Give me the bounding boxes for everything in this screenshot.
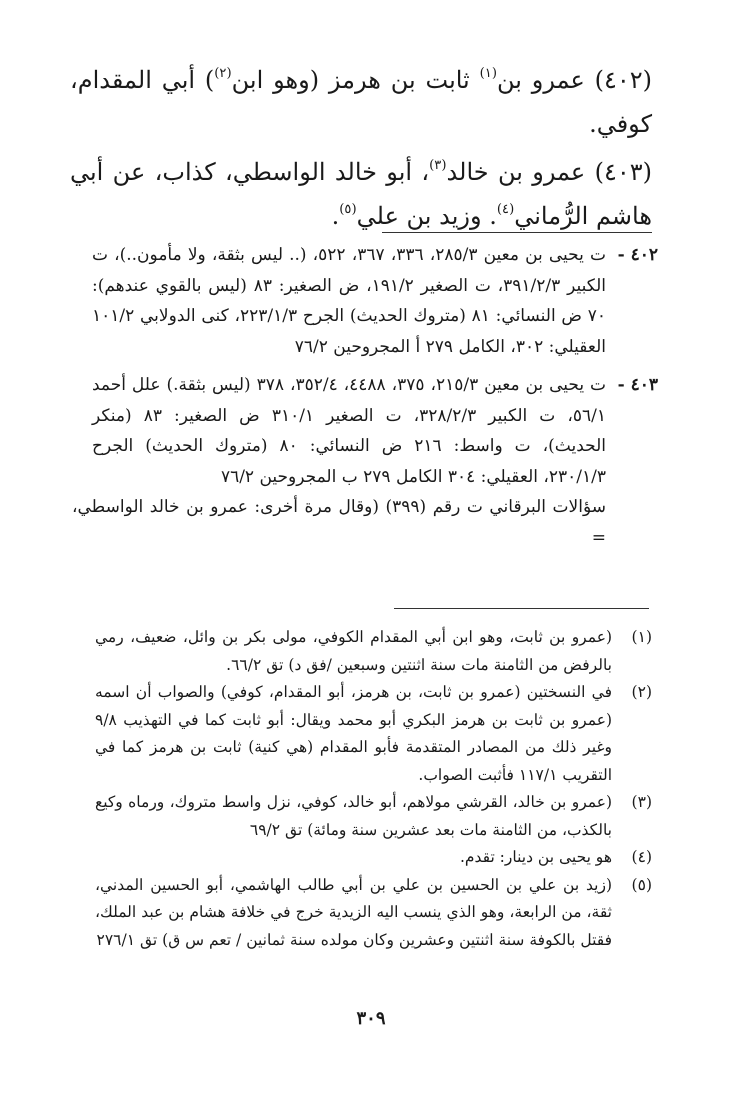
entry-number: (٤٠٢) <box>594 66 653 94</box>
footnote-number: (٢) <box>631 683 652 701</box>
entry-text: . <box>331 202 340 230</box>
footnote-text: هو يحيى بن دينار: تقدم. <box>459 848 612 866</box>
footnote-ref: (٣) <box>429 157 447 173</box>
footnote-text: في النسختين (عمرو بن ثابت، بن هرمز، أبو المقدام، كوفي) والصواب أن اسمه (عمرو بن ثابت بن هرمز البكري أبو محمد ويقال: أبو ثابت كما في التهذيب ٩/٨ وغير ذلك من المصادر المتقدمة فأبو المقدام (هي كنية) ثابت بن هرمز كما في التقريب ١١٧/١ فأثبت الصواب. <box>95 683 612 784</box>
reference-402 <box>92 240 658 362</box>
reference-text: ت يحيى بن معين ٢٨٥/٣، ٣٣٦، ٣٦٧، ٥٢٢، (.. ليس بثقة، ولا مأمون..)، ت الكبير ٣٩١/٢/٣، ت الصغير ١٩١/٢، ض الصغير: ٨٣ (ليس بالقوي عندهم): ٧٠ ض النسائي: ٨١ (متروك الحديث) الجرح ٢٢٣/١/٣، كنى الدولابي ١٠١/٢ العقيلي: ٣٠٢، الكامل ٢٧٩ أ المجروحين ٧٦/٢ <box>92 245 607 357</box>
entry-text: ، أبو خالد الواسطي، كذاب، عن أبي هاشم الرُّماني <box>70 158 652 230</box>
footnotes-section <box>95 624 652 954</box>
footnote-ref: (٢) <box>214 65 232 81</box>
footnote-number: (٣) <box>631 793 652 811</box>
reference-continuation: سؤالات البرقاني ت رقم (٣٩٩) (وقال مرة أخرى: عمرو بن خالد الواسطي، = <box>72 497 606 548</box>
reference-text: ت يحيى بن معين ٢١٥/٣، ٣٧٥، ٤٤٨٨، ٣٥٢/٤، ٣٧٨ (ليس بثقة.) علل أحمد ٥٦/١، ت الكبير ٣٢٨/٢/٣، ت الصغير ٣١٠/١ ض الصغير: ٨٣ (منكر الحديث)، ت واسط: ٢١٦ ض النسائي: ٨٠ (متروك الحديث) الجرح ٢٣٠/١/٣، العقيلي: ٣٠٤ الكامل ٢٧٩ ب المجروحين ٧٦/٢ <box>92 375 607 487</box>
footnote-2 <box>95 679 652 789</box>
entry-number: (٤٠٣) <box>594 158 653 186</box>
footnote-text: (زيد بن علي بن الحسين بن علي بن أبي طالب الهاشمي، أبو الحسين المدني، ثقة، من الرابعة، وهو الذي ينسب اليه الزيدية خرج في خلافة هشام بن عبد الملك، فقتل بالكوفة سنة اثنتين وعشرين وكان مولده سنة ثمانين / تعم س ق) تق ٢٧٦/١ <box>95 875 612 949</box>
reference-number: ٤٠٢ - <box>617 245 658 265</box>
entry-text: عمرو بن <box>496 66 595 94</box>
footnote-ref: (١) <box>479 65 497 81</box>
references-divider <box>382 232 652 233</box>
entry-403 <box>70 150 652 238</box>
footnote-number: (٤) <box>631 848 652 866</box>
footnote-ref: (٥) <box>339 201 357 217</box>
page-number: ٣٠٩ <box>356 1008 386 1029</box>
footnote-5 <box>95 872 652 955</box>
entry-402 <box>70 58 652 146</box>
references-section <box>72 240 658 553</box>
footnote-ref: (٤) <box>496 201 515 217</box>
footnote-3 <box>95 789 652 844</box>
footnote-text: (عمرو بن خالد، القرشي مولاهم، أبو خالد، كوفي، نزل واسط متروك، ورماه وكيع بالكذب، من الثامنة مات بعد عشرين سنة ومائة) تق ٦٩/٢ <box>95 793 612 839</box>
footnote-1 <box>95 624 652 679</box>
footnotes-divider <box>394 608 649 609</box>
entry-text: عمرو بن خالد <box>446 158 595 186</box>
footnote-4 <box>95 844 652 872</box>
footnote-text: (عمرو بن ثابت، وهو ابن أبي المقدام الكوفي، مولى بكر بن وائل، ضعيف، رمي بالرفض من الثامنة مات سنة اثنتين وسبعين /فق د) تق ٦٦/٢. <box>95 628 612 674</box>
entry-text: . وزيد بن علي <box>356 202 497 230</box>
entry-text: ثابت بن هرمز (وهو ابن <box>231 66 480 94</box>
reference-number: ٤٠٣ - <box>617 375 658 395</box>
entry-text: ) أبي المقدام، كوفي. <box>70 66 652 138</box>
footnote-number: (١) <box>631 628 652 646</box>
reference-403 <box>92 370 658 492</box>
footnote-number: (٥) <box>631 875 652 894</box>
